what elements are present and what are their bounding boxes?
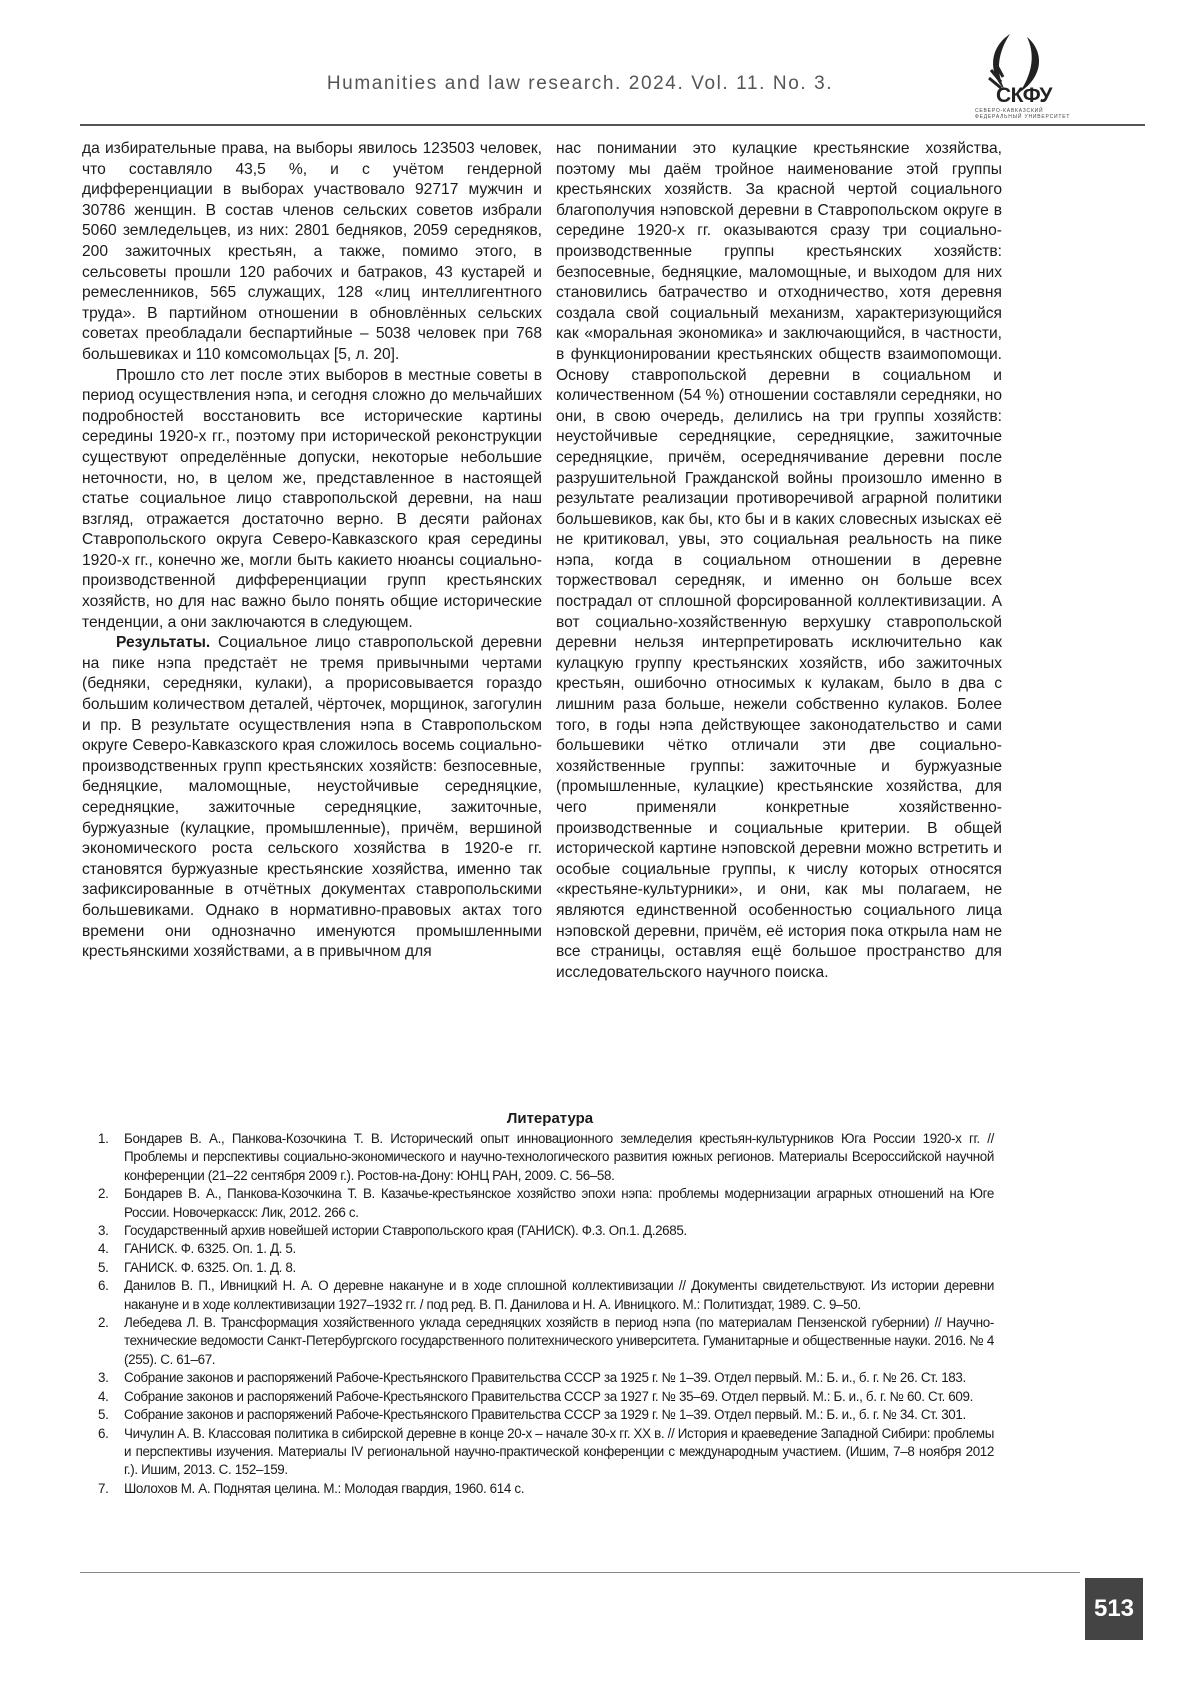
results-label: Результаты. (116, 634, 210, 651)
paragraph: нас понимании это кулацкие крестьянские хозяйства, поэтому мы даём тройное наименование этой группы крестьянских хозяйств. За красной чертой социального благополучия нэповской деревни в Ставропольском округе в середине 1920-х гг. оказываются сразу три социально-производственные группы крестьянских хозяйств: безпосевные, бедняцкие, маломощные, и выходом для них становились батрачество и отходничество, хотя деревня создала свой социальный механизм, характеризующийся как «моральная экономика» и заключающийся, в частности, в функционировании крестьянских обществ взаимопомощи. Основу ставропольской деревни в социальном и количественном (54 %) отношении составляли середняки, но они, в свою очередь, делились на три группы хозяйств: неустойчивые середняцкие, середняцкие, зажиточные середняцкие, причём, осереднячивание деревни после разрушительной Гражданской войны произошло именно в результате реализации противоречивой аграрной политики большевиков, как бы, кто бы и в каких словесных изысках её не критиковал, увы, это социальная реальность на пике нэпа, когда в социальном отношении в деревне торжествовал середняк, и именно он больше всех пострадал от сплошной форсированной коллективизации. А вот социально-хозяйственную верхушку ставропольской деревни нельзя интерпретировать исключительно как кулацкую группу крестьянских хозяйств, ибо зажиточных крестьян, ошибочно относимых к кулакам, было в два с лишним раза больше, нежели собственно кулаков. Более того, в годы нэпа действующее законодательство и сами большевики чётко отличали эти две социально-хозяйственные группы: зажиточные и буржуазные (промышленные, кулацкие) крестьянские хозяйства, для чего применяли конкретные хозяйственно-производственные и социальные критерии. В общей исторической картине нэповской деревни можно встретить и особые социальные группы, к числу которых относятся «крестьяне-культурники», и они, как мы полагаем, не являются единственной особенностью социального лица нэповской деревни, причём, её история пока открыла нам не все страницы, оставляя ещё большое пространство для исследовательского научного поиска. (556, 139, 1002, 983)
right-column (556, 139, 1002, 983)
left-column (82, 139, 542, 963)
reference-item (98, 1480, 994, 1498)
reference-text: Собрание законов и распоряжений Рабоче-Крестьянского Правительства СССР за 1929 г. № 1–39. Отдел первый. М.: Б. и., б. г. № 34. Ст. 301. (124, 1407, 966, 1422)
reference-number: 3. (98, 1369, 108, 1387)
reference-text: Бондарев В. А., Панкова-Козочкина Т. В. Исторический опыт инновационного земледелия крестьян-культурников Юга России 1920-х гг. // Проблемы и перспективы социально-экономического и научно-технологического развития южных регионов. Материалы Всероссийской научной конференции (21–22 сентября 2009 г.). Ростов-на-Дону: ЮНЦ РАН, 2009. С. 56–58. (124, 1131, 994, 1183)
reference-number: 4. (98, 1388, 108, 1406)
reference-item (98, 1406, 994, 1424)
reference-number: 3. (98, 1222, 108, 1240)
reference-item (98, 1277, 994, 1314)
reference-text: ГАНИСК. Ф. 6325. Оп. 1. Д. 5. (124, 1241, 296, 1256)
reference-text: Чичулин А. В. Классовая политика в сибирской деревне в конце 20-х – начале 30-х гг. ХХ в. // История и краеведение Западной Сибири: проблемы и перспективы изучения. Материалы IV региональной научно-практической конференции с международным участием. (Ишим, 7–8 ноября 2012 г.). Ишим, 2013. С. 152–159. (124, 1426, 994, 1478)
footer-rule (80, 1572, 1080, 1573)
reference-text: ГАНИСК. Ф. 6325. Оп. 1. Д. 8. (124, 1260, 296, 1275)
reference-text: Данилов В. П., Ивницкий Н. А. О деревне накануне и в ходе сплошной коллективизации // Документы свидетельствуют. Из истории деревни накануне и в ходе коллективизации 1927–1932 гг. / под ред. В. П. Данилова и Н. А. Ивницкого. М.: Политиздат, 1989. С. 9–50. (124, 1278, 994, 1311)
reference-number: 7. (98, 1480, 108, 1498)
logo-subtitle: СЕВЕРО-КАВКАЗСКИЙ ФЕДЕРАЛЬНЫЙ УНИВЕРСИТЕТ (975, 108, 1085, 120)
reference-item (98, 1314, 994, 1369)
reference-number: 2. (98, 1185, 108, 1203)
reference-item (98, 1130, 994, 1185)
paragraph: Прошло сто лет после этих выборов в местные советы в период осуществления нэпа, и сегодня сложно до мельчайших подробностей восстановить все исторические картины середины 1920-х гг., поэтому при исторической реконструкции существуют определённые допуски, некоторые небольшие неточности, но, в целом же, представленное в настоящей статье социальное лицо ставропольской деревни, на наш взгляд, отражается достаточно верно. В десяти районах Ставропольского округа Северо-Кавказского края середины 1920-х гг., конечно же, могли быть какието нюансы социально-производственной дифференциации групп крестьянских хозяйств, но для нас важно было понять общие исторические тенденции, а они заключаются в следующем. (82, 366, 542, 634)
logo-text: СКФУ (996, 84, 1052, 108)
page-number: 513 (1085, 1578, 1143, 1640)
reference-text: Собрание законов и распоряжений Рабоче-Крестьянского Правительства СССР за 1927 г. № 35–69. Отдел первый. М.: Б. и., б. г. № 60. Ст. 609. (124, 1389, 973, 1404)
paragraph: да избирательные права, на выборы явилось 123503 человек, что составляло 43,5 %, и с учётом гендерной дифференциации в выборах участвовало 92717 мужчин и 30786 женщин. В состав членов сельских советов избрали 5060 земледельцев, из них: 2801 бедняков, 2059 середняков, 200 зажиточных крестьян, а также, помимо этого, в сельсоветы прошли 120 рабочих и батраков, 43 кустарей и ремесленников, 565 служащих, 128 «лиц интеллигентного труда». В партийном отношении в обновлённых сельских советах преобладали беспартийные – 5038 человек при 768 большевиках и 110 комсомольцах [5, л. 20]. (82, 139, 542, 366)
results-paragraph (82, 633, 542, 963)
reference-item (98, 1388, 994, 1406)
reference-item (98, 1240, 994, 1258)
reference-item (98, 1259, 994, 1277)
header-rule (80, 124, 1145, 126)
results-text: Социальное лицо ставропольской деревни на пике нэпа предстаёт не тремя привычными чертами (бедняки, середняки, кулаки), а прорисовывается гораздо большим количеством деталей, чёрточек, морщинок, загогулин и пр. В результате осуществления нэпа в Ставропольском округе Северо-Кавказского края сложилось восемь социально-производственных групп крестьянских хозяйств: безпосевные, бедняцкие, маломощные, неустойчивые середняцкие, середняцкие, зажиточные середняцкие, зажиточные, буржуазные (кулацкие, промышленные), причём, вершиной экономического роста сельского хозяйства в 1920-е гг. становятся буржуазные крестьянские хозяйства, именно так зафиксированные в отчётных документах ставропольскими большевиками. Однако в нормативно-правовых актах того времени они однозначно именуются промышленными крестьянскими хозяйствами, а в привычном для (82, 634, 542, 960)
reference-number: 2. (98, 1314, 108, 1332)
reference-number: 6. (98, 1277, 108, 1295)
reference-number: 4. (98, 1240, 108, 1258)
reference-text: Государственный архив новейшей истории Ставропольского края (ГАНИСК). Ф.3. Оп.1. Д.2685. (124, 1223, 687, 1238)
reference-item (98, 1425, 994, 1480)
reference-item (98, 1222, 994, 1240)
references-title: Литература (0, 1110, 1100, 1127)
reference-number: 5. (98, 1406, 108, 1424)
reference-item (98, 1369, 994, 1387)
reference-text: Шолохов М. А. Поднятая целина. М.: Молодая гвардия, 1960. 614 с. (124, 1481, 524, 1496)
reference-number: 5. (98, 1259, 108, 1277)
journal-header: Humanities and law research. 2024. Vol. 11. No. 3. (270, 73, 890, 95)
reference-item (98, 1185, 994, 1222)
reference-number: 6. (98, 1425, 108, 1443)
reference-text: Бондарев В. А., Панкова-Козочкина Т. В. Казачье-крестьянское хозяйство эпохи нэпа: проблемы модернизации аграрных отношений на Юге России. Новочеркасск: Лик, 2012. 266 с. (124, 1186, 994, 1219)
reference-number: 1. (98, 1130, 108, 1148)
reference-text: Собрание законов и распоряжений Рабоче-Крестьянского Правительства СССР за 1925 г. № 1–39. Отдел первый. М.: Б. и., б. г. № 26. Ст. 183. (124, 1370, 966, 1385)
reference-text: Лебедева Л. В. Трансформация хозяйственного уклада середняцких хозяйств в период нэпа (по материалам Пензенской губернии) // Научно-технические ведомости Санкт-Петербургского государственного политехнического университета. Гуманитарные и общественные науки. 2016. № 4 (255). С. 61–67. (124, 1315, 994, 1367)
references-list (98, 1130, 994, 1498)
